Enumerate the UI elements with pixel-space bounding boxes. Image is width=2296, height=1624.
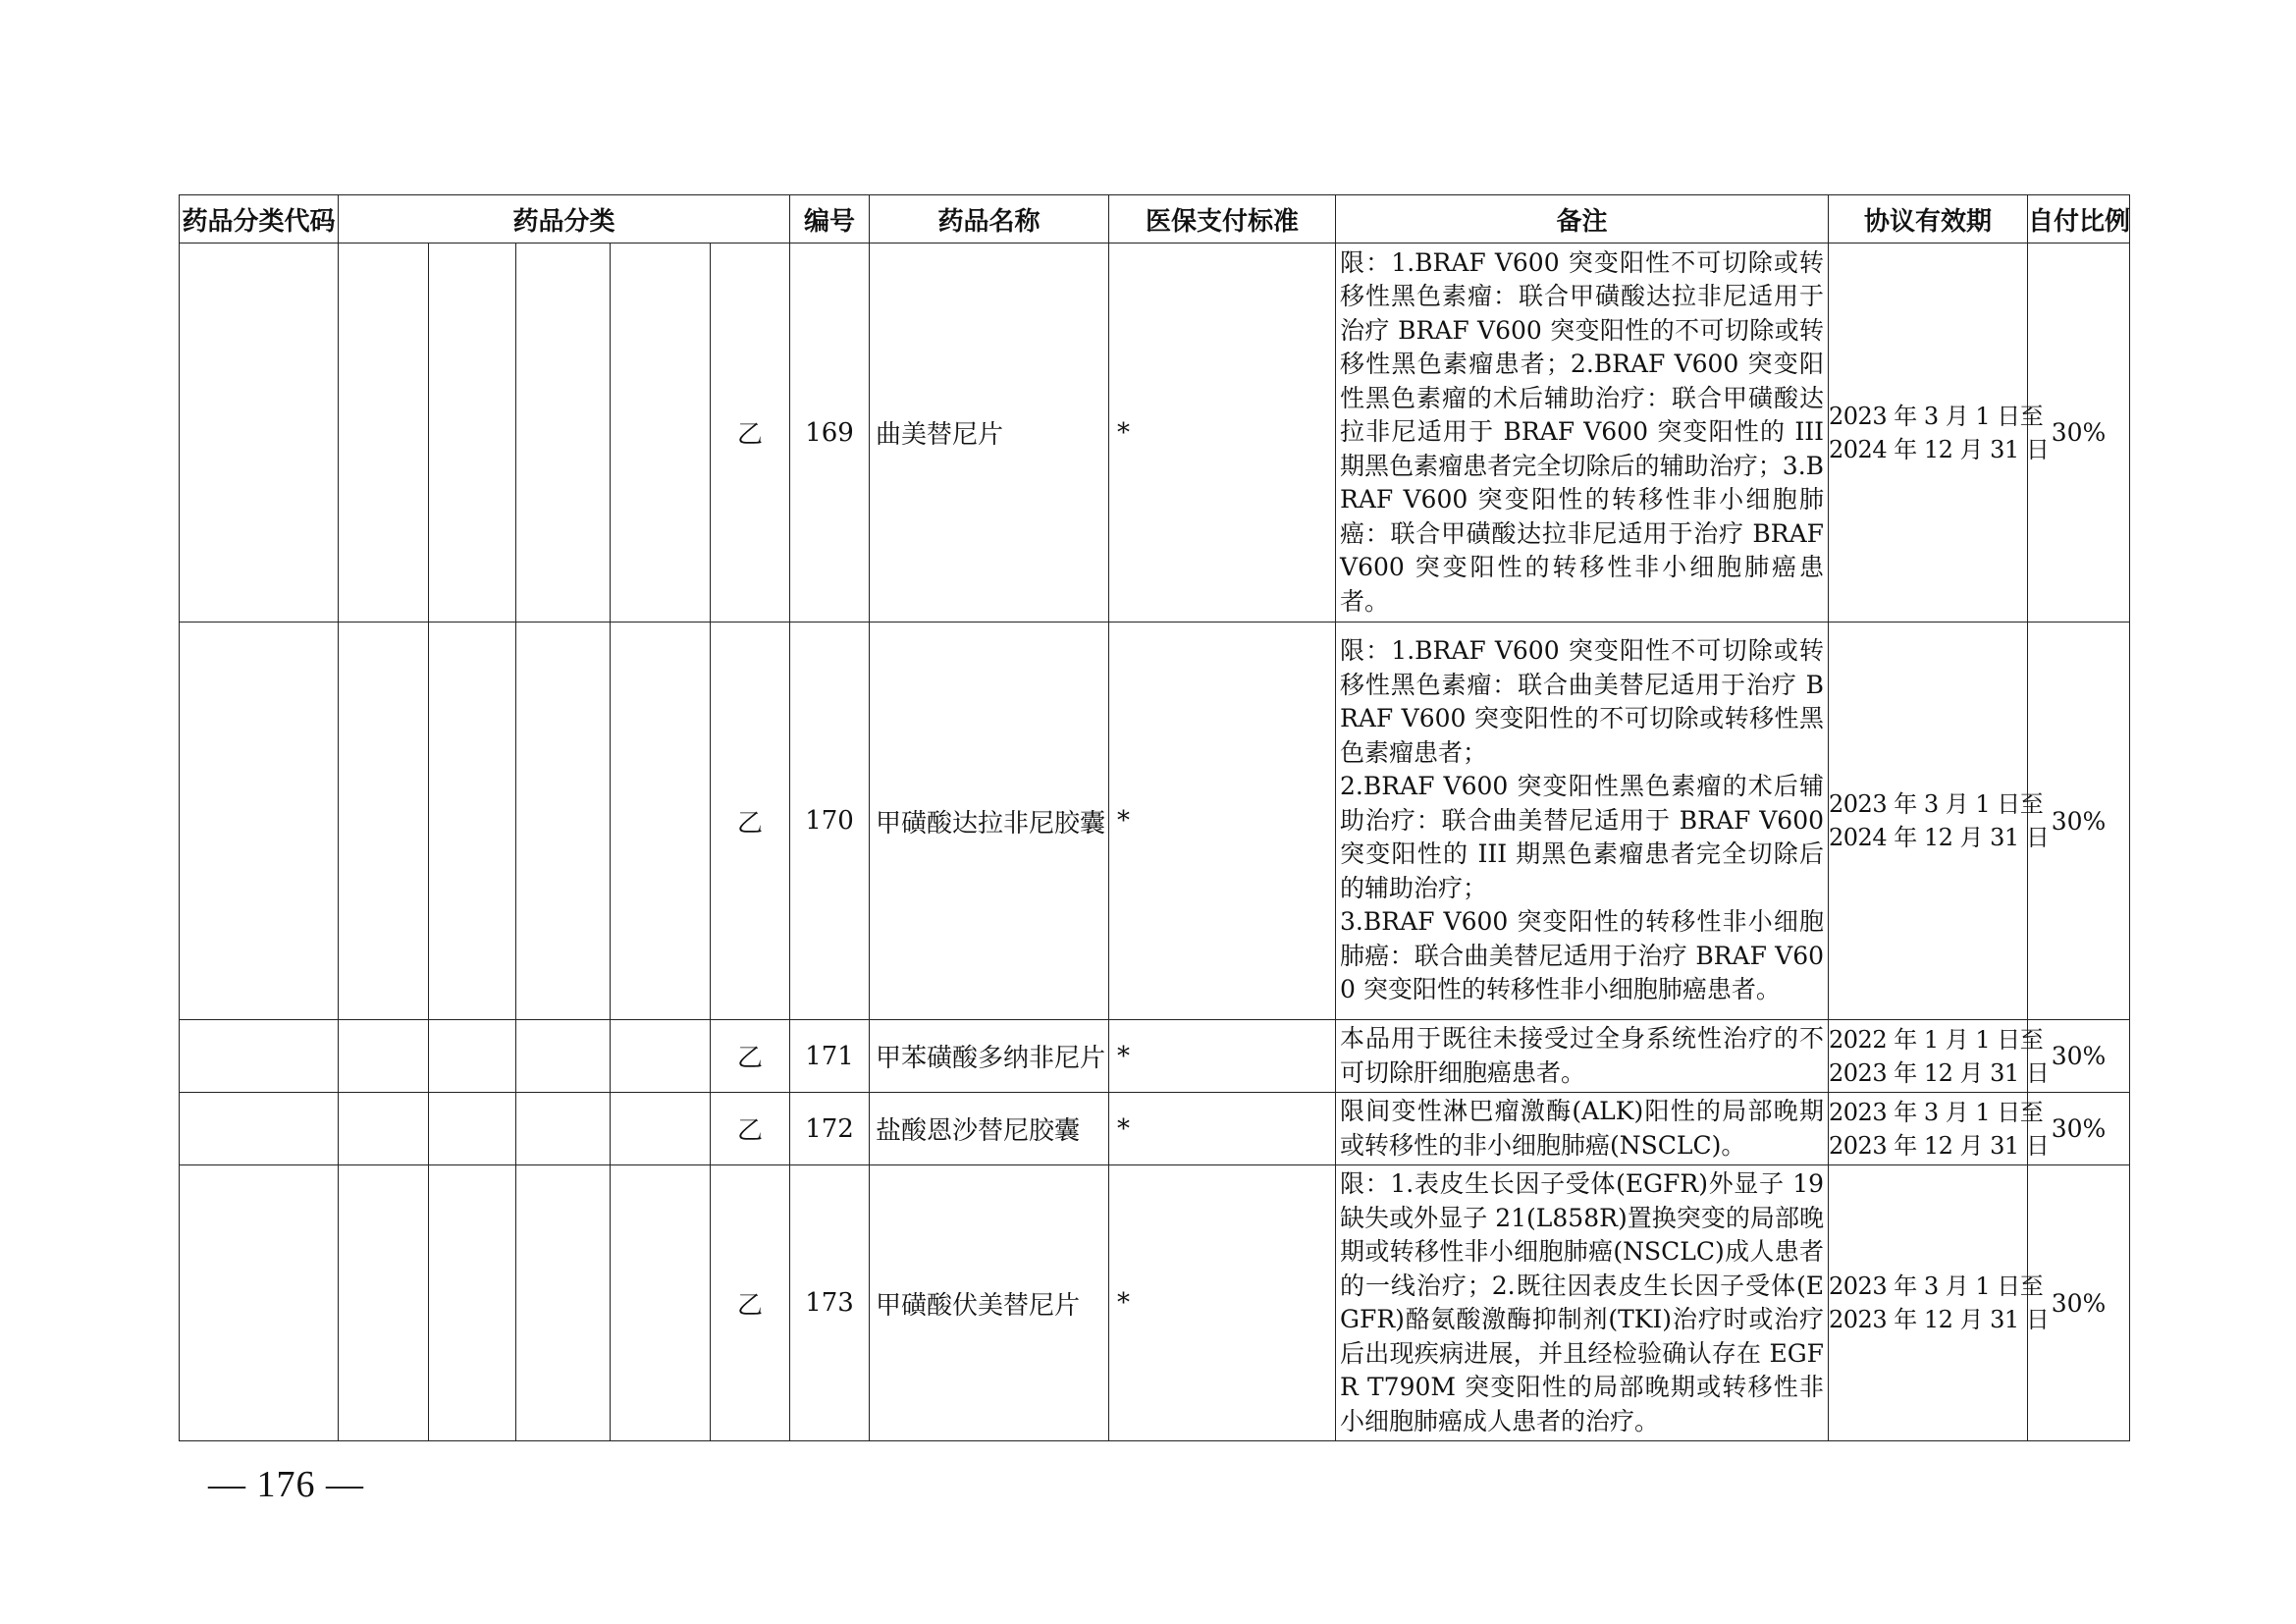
drug-catalog-table: [179, 194, 2130, 1441]
grade-cell: 乙: [711, 1093, 790, 1165]
period-start: 2023 年 3 月 1 日至: [1829, 1272, 2044, 1300]
grade-cell: 乙: [711, 1165, 790, 1441]
category-cell: [429, 1165, 516, 1441]
table-row: [180, 1093, 2130, 1165]
period-cell: [1829, 1093, 2050, 1165]
ratio-cell: 30%: [2028, 1093, 2130, 1165]
period-cell: [1829, 1020, 2050, 1093]
drug-name-cell: 曲美替尼片: [870, 244, 1109, 623]
period-end: 2023 年 12 月 31 日: [1829, 1306, 2050, 1333]
category-cell: [611, 623, 711, 1020]
grade-cell: 乙: [711, 244, 790, 623]
category-cell: [339, 623, 429, 1020]
category-cell: [516, 623, 611, 1020]
category-cell: [611, 1093, 711, 1165]
category-cell: [611, 1020, 711, 1093]
category-cell: [429, 1093, 516, 1165]
category-cell: [339, 1165, 429, 1441]
category-cell: [429, 244, 516, 623]
category-cell: [611, 1165, 711, 1441]
header-row: [180, 195, 2130, 244]
period-cell: [1829, 623, 2050, 1020]
drug-name-cell: 甲苯磺酸多纳非尼片: [870, 1020, 1109, 1093]
number-cell: 171: [790, 1020, 870, 1093]
code-cell: [180, 1020, 339, 1093]
header-code: 药品分类代码: [180, 195, 339, 244]
note-cell: 限：1.BRAF V600 突变阳性不可切除或转移性黑色素瘤：联合甲磺酸达拉非尼适用于治疗 BRAF V600 突变阳性的不可切除或转移性黑色素瘤患者；2.BRAF V600 突变阳性黑色素瘤的术后辅助治疗：联合甲磺酸达拉非尼适用于 BRAF V600 突变阳性的 III 期黑色素瘤患者完全切除后的辅助治疗；3.BRAF V600 突变阳性的转移性非小细胞肺癌：联合甲磺酸达拉非尼适用于治疗 BRAF V600 突变阳性的转移性非小细胞肺癌患者。: [1336, 244, 1829, 623]
category-cell: [339, 1020, 429, 1093]
number-cell: 173: [790, 1165, 870, 1441]
header-note: 备注: [1336, 195, 1829, 244]
category-cell: [516, 244, 611, 623]
table-row: [180, 623, 2130, 1020]
header-number: 编号: [790, 195, 870, 244]
code-cell: [180, 1093, 339, 1165]
number-cell: 170: [790, 623, 870, 1020]
period-cell: [1829, 244, 2050, 623]
table-row: [180, 1020, 2130, 1093]
period-end: 2023 年 12 月 31 日: [1829, 1131, 2050, 1160]
category-cell: [339, 244, 429, 623]
standard-cell: *: [1109, 1093, 1336, 1165]
standard-cell: *: [1109, 1020, 1336, 1093]
category-cell: [516, 1165, 611, 1441]
ratio-cell: 30%: [2028, 1165, 2130, 1441]
standard-cell: *: [1109, 244, 1336, 623]
code-cell: [180, 244, 339, 623]
header-name: 药品名称: [870, 195, 1109, 244]
standard-cell: *: [1109, 1165, 1336, 1441]
drug-name-cell: 甲磺酸达拉非尼胶囊: [870, 623, 1109, 1020]
grade-cell: 乙: [711, 1020, 790, 1093]
category-cell: [516, 1020, 611, 1093]
number-cell: 169: [790, 244, 870, 623]
number-cell: 172: [790, 1093, 870, 1165]
period-start: 2023 年 3 月 1 日至: [1829, 790, 2044, 818]
page-number: — 176 —: [208, 1464, 364, 1505]
note-cell: 限：1.BRAF V600 突变阳性不可切除或转移性黑色素瘤：联合曲美替尼适用于治疗 BRAF V600 突变阳性的不可切除或转移性黑色素瘤患者； 2.BRAF V600 突变阳性黑色素瘤的术后辅助治疗：联合曲美替尼适用于 BRAF V600 突变阳性的 III 期黑色素瘤患者完全切除后的辅助治疗； 3.BRAF V600 突变阳性的转移性非小细胞肺癌：联合曲美替尼适用于治疗 BRAF V600 突变阳性的转移性非小细胞肺癌患者。: [1336, 623, 1829, 1020]
drug-name-cell: 甲磺酸伏美替尼片: [870, 1165, 1109, 1441]
header-ratio: 自付比例: [2028, 195, 2130, 244]
code-cell: [180, 1165, 339, 1441]
note-cell: 限：1.表皮生长因子受体(EGFR)外显子 19 缺失或外显子 21(L858R)置换突变的局部晚期或转移性非小细胞肺癌(NSCLC)成人患者的一线治疗；2.既往因表皮生长因子受体(EGFR)酪氨酸激酶抑制剂(TKI)治疗时或治疗后出现疾病进展，并且经检验确认存在 EGFR T790M 突变阳性的局部晚期或转移性非小细胞肺癌成人患者的治疗。: [1336, 1165, 1829, 1441]
grade-cell: 乙: [711, 623, 790, 1020]
ratio-cell: 30%: [2028, 623, 2130, 1020]
table-row: [180, 244, 2130, 623]
header-category: 药品分类: [339, 195, 790, 244]
period-end: 2023 年 12 月 31 日: [1829, 1058, 2050, 1087]
ratio-cell: 30%: [2028, 1020, 2130, 1093]
period-start: 2023 年 3 月 1 日至: [1829, 1098, 2044, 1126]
standard-cell: *: [1109, 623, 1336, 1020]
period-start: 2022 年 1 月 1 日至: [1829, 1025, 2044, 1054]
category-cell: [429, 623, 516, 1020]
code-cell: [180, 623, 339, 1020]
period-end: 2024 年 12 月 31 日: [1829, 435, 2050, 463]
period-start: 2023 年 3 月 1 日至: [1829, 402, 2044, 430]
header-period: 协议有效期: [1829, 195, 2028, 244]
category-cell: [429, 1020, 516, 1093]
ratio-cell: 30%: [2028, 244, 2130, 623]
header-standard: 医保支付标准: [1109, 195, 1336, 244]
category-cell: [611, 244, 711, 623]
note-cell: 限间变性淋巴瘤激酶(ALK)阳性的局部晚期或转移性的非小细胞肺癌(NSCLC)。: [1336, 1093, 1829, 1165]
category-cell: [516, 1093, 611, 1165]
drug-name-cell: 盐酸恩沙替尼胶囊: [870, 1093, 1109, 1165]
table-row: [180, 1165, 2130, 1441]
category-cell: [339, 1093, 429, 1165]
note-cell: 本品用于既往未接受过全身系统性治疗的不可切除肝细胞癌患者。: [1336, 1020, 1829, 1093]
period-end: 2024 年 12 月 31 日: [1829, 824, 2050, 851]
period-cell: [1829, 1165, 2050, 1441]
